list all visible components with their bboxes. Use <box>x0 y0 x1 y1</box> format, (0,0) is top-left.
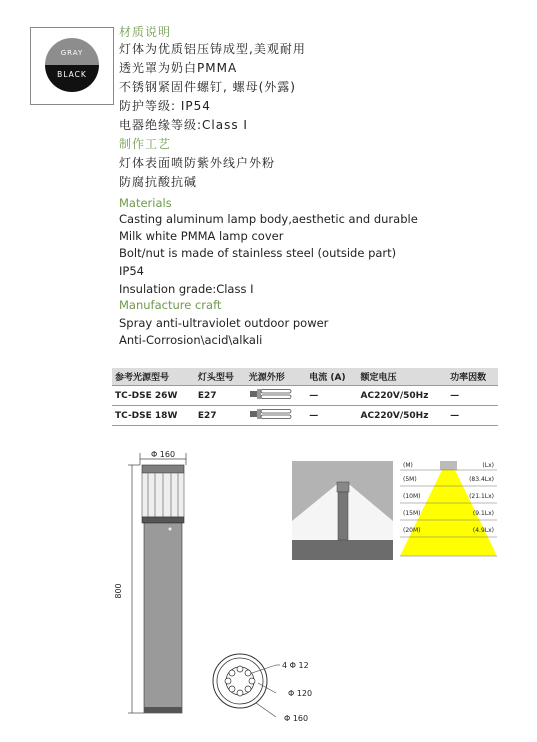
color-swatch-icon <box>45 38 99 92</box>
table-header-row <box>112 368 498 386</box>
materials-en-line: Casting aluminum lamp body,aesthetic and durable <box>119 212 418 226</box>
lamp-shape-icon <box>246 386 307 406</box>
materials-en-line: Insulation grade:Class Ⅰ <box>119 282 254 296</box>
material-cn-line: 透光罩为奶白PMMA <box>119 61 238 75</box>
lux-header-m: (M) <box>403 462 413 469</box>
height-dimension-label: 800 <box>114 583 123 599</box>
top-dimension-label: Φ 160 <box>150 450 176 459</box>
cell-voltage: AC220V/50Hz <box>358 386 448 406</box>
swatch-black-label: BLACK <box>57 70 87 79</box>
craft-cn-line: 灯体表面喷防紫外线户外粉 <box>119 156 276 170</box>
header-base: 灯头型号 <box>195 368 246 386</box>
header-current: 电流 (A) <box>306 368 357 386</box>
craft-en-title: Manufacture craft <box>119 298 222 312</box>
cell-model: TC-DSE 18W <box>112 406 195 426</box>
materials-en-line: Milk white PMMA lamp cover <box>119 229 284 243</box>
lamp-shape-icon <box>246 406 307 426</box>
lux-value: (83.4Lx) <box>469 476 494 483</box>
craft-cn-line: 防腐抗酸抗碱 <box>119 175 198 189</box>
table-row <box>112 386 498 406</box>
cell-current: — <box>306 406 357 426</box>
lux-header-lx: (Lx) <box>482 462 494 469</box>
hole-dimension-label: 4 Φ 12 <box>282 661 309 670</box>
header-pf: 功率因数 <box>447 368 498 386</box>
lux-distance: (15M) <box>403 510 421 517</box>
light-distribution-panel <box>400 461 497 561</box>
swatch-gray-label: GRAY <box>60 49 84 57</box>
cell-base: E27 <box>195 406 246 426</box>
lux-distance: (10M) <box>403 493 421 500</box>
lux-distance: (20M) <box>403 527 421 534</box>
material-cn-line: 电器绝缘等级:Class Ⅰ <box>119 118 248 132</box>
cell-base: E27 <box>195 386 246 406</box>
material-cn-line: 灯体为优质铝压铸成型,美观耐用 <box>119 42 306 56</box>
craft-en-line: Spray anti-ultraviolet outdoor power <box>119 316 329 330</box>
materials-en-title: Materials <box>119 196 172 210</box>
craft-en-line: Anti-Corrosion\acid\alkali <box>119 333 263 347</box>
outer-diameter-label: Φ 160 <box>284 714 309 723</box>
cell-current: — <box>306 386 357 406</box>
header-shape: 光源外形 <box>246 368 307 386</box>
color-swatch-box <box>30 27 114 105</box>
material-cn-title: 材质说明 <box>119 25 172 39</box>
material-cn-line: 不锈钢紧固件螺钉, 螺母(外露) <box>119 80 296 94</box>
spec-table <box>112 368 498 426</box>
materials-en-line: IP54 <box>119 264 144 278</box>
material-cn-line: 防护等级: IP54 <box>119 99 211 113</box>
cell-model: TC-DSE 26W <box>112 386 195 406</box>
header-model: 参考光源型号 <box>112 368 195 386</box>
lamp-drawing <box>108 445 323 735</box>
header-voltage: 额定电压 <box>358 368 448 386</box>
lux-distance: (5M) <box>403 476 417 483</box>
craft-cn-title: 制作工艺 <box>119 137 172 151</box>
cell-voltage: AC220V/50Hz <box>358 406 448 426</box>
lux-value: (21.1Lx) <box>469 493 494 500</box>
cell-pf: — <box>447 406 498 426</box>
installation-scene-image <box>292 461 393 560</box>
inner-diameter-label: Φ 120 <box>288 689 313 698</box>
cell-pf: — <box>447 386 498 406</box>
lux-value: (9.1Lx) <box>472 510 494 517</box>
table-row <box>112 406 498 426</box>
materials-en-line: Bolt/nut is made of stainless steel (outside part) <box>119 246 397 260</box>
lux-value: (4.9Lx) <box>472 527 494 534</box>
